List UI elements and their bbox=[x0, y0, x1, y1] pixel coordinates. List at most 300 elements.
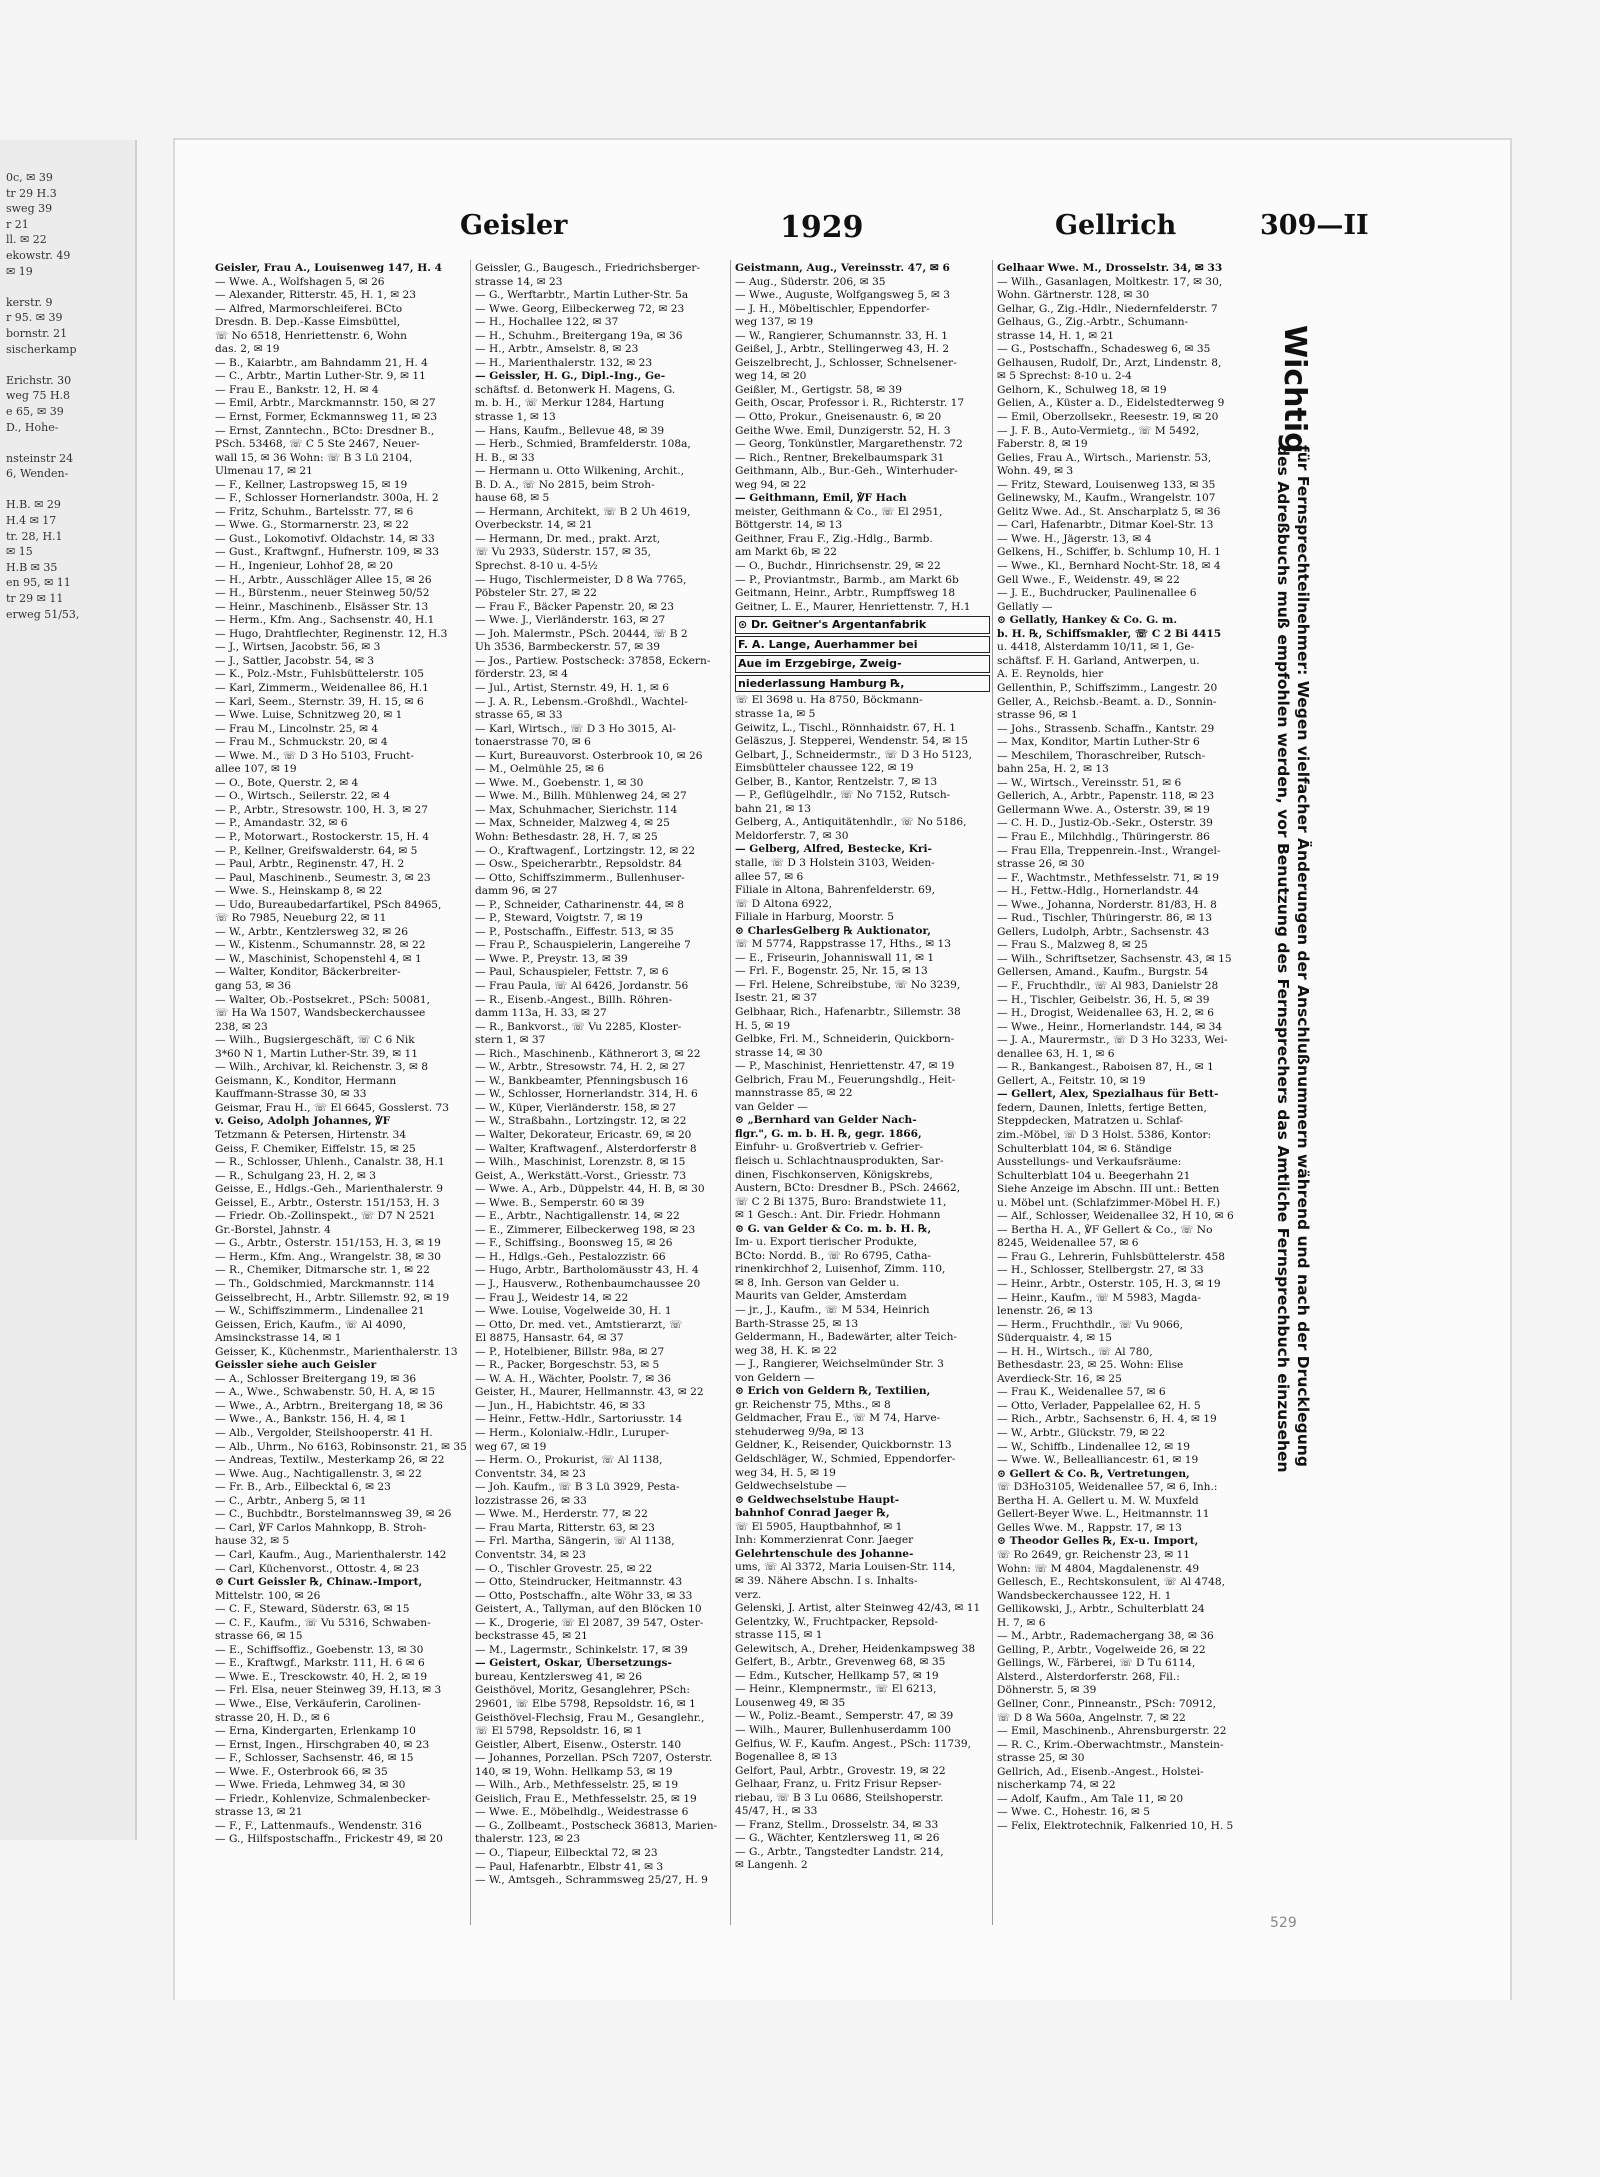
directory-entry: — Heinr., Kaufm., ☏ M 5983, Magda- bbox=[997, 1291, 1201, 1304]
directory-entry: — Carl, Kaufm., Aug., Marienthalerstr. 142 bbox=[215, 1548, 447, 1561]
directory-entry: riebau, ☏ B 3 Lu 0686, Steilshoperstr. bbox=[735, 1791, 944, 1804]
directory-entry: — W., Rangierer, Schumannstr. 33, H. 1 bbox=[735, 329, 948, 342]
directory-entry: — J., Wirtsen, Jacobstr. 56, ✉ 3 bbox=[215, 641, 381, 654]
directory-entry: — J. F. B., Auto-Vermietg., ☏ M 5492, bbox=[997, 424, 1200, 437]
directory-column-2 bbox=[475, 262, 730, 1932]
directory-entry: — Wwe. W., Bellealliancestr. 61, ✉ 19 bbox=[997, 1454, 1199, 1467]
directory-entry: — Fritz, Schuhm., Bartelsstr. 77, ✉ 6 bbox=[215, 505, 414, 518]
directory-entry: Wohn: ☏ M 4804, Magdalenenstr. 49 bbox=[997, 1562, 1200, 1575]
directory-entry: — Frau Marta, Ritterstr. 63, ✉ 23 bbox=[475, 1521, 655, 1534]
directory-entry: — Paul, Schauspieler, Fettstr. 7, ✉ 6 bbox=[475, 966, 669, 979]
directory-entry: ☏ Ro 7985, Neueburg 22, ✉ 11 bbox=[215, 912, 387, 925]
directory-entry: meister, Geithmann & Co., ☏ El 2951, bbox=[735, 505, 943, 518]
directory-entry: Gellermann Wwe. A., Osterstr. 39, ✉ 19 bbox=[997, 803, 1210, 816]
directory-entry: Lousenweg 49, ✉ 35 bbox=[735, 1696, 846, 1709]
directory-entry: strasse 96, ✉ 1 bbox=[997, 709, 1078, 722]
directory-entry: Einfuhr- u. Großvertrieb v. Gefrier- bbox=[735, 1141, 923, 1154]
directory-entry: van Gelder — bbox=[735, 1100, 808, 1113]
directory-entry: Conventstr. 34, ✉ 23 bbox=[475, 1548, 586, 1561]
directory-entry: — Hans, Kaufm., Bellevue 48, ✉ 39 bbox=[475, 424, 665, 437]
directory-entry: — H. H., Wirtsch., ☏ Al 780, bbox=[997, 1345, 1153, 1358]
directory-entry: — H., Drogist, Weidenallee 63, H. 2, ✉ 6 bbox=[997, 1007, 1215, 1020]
directory-entry: — Max, Schuhmacher, Sierichstr. 114 bbox=[475, 803, 678, 816]
directory-entry: Gelfius, W. F., Kaufm. Angest., PSch: 11739, bbox=[735, 1737, 971, 1750]
directory-entry: — Alb., Uhrm., No 6163, Robinsonstr. 21, ✉ 35 bbox=[215, 1440, 467, 1453]
directory-entry: — W., Amtsgeh., Schrammsweg 25/27, H. 9 bbox=[475, 1874, 708, 1887]
directory-entry: — Wwe., A., Bankstr. 156, H. 4, ✉ 1 bbox=[215, 1413, 407, 1426]
fragment-line: 6, Wenden- bbox=[6, 467, 69, 481]
directory-entry: — C. F., Kaufm., ☏ Vu 5316, Schwaben- bbox=[215, 1616, 431, 1629]
directory-entry: — H., Marienthalerstr. 132, ✉ 23 bbox=[475, 356, 653, 369]
directory-entry: bureau, Kentzlersweg 41, ✉ 26 bbox=[475, 1670, 642, 1683]
directory-entry: — Wilh., Maurer, Bullenhuserdamm 100 bbox=[735, 1723, 951, 1736]
directory-entry: — Karl, Zimmerm., Weidenallee 86, H.1 bbox=[215, 681, 429, 694]
directory-entry: — Rich., Maschinenb., Käthnerort 3, ✉ 22 bbox=[475, 1047, 701, 1060]
directory-entry: Geisthövel-Flechsig, Frau M., Gesanglehr., bbox=[475, 1711, 705, 1724]
notice-line-1: für Fernsprechteilnehmer: Wegen vielfacher Änderungen der Anschlußnummern während und nach der Drucklegung bbox=[1294, 445, 1312, 1467]
directory-entry: — Adolf, Kaufm., Am Tale 11, ✉ 20 bbox=[997, 1792, 1184, 1805]
directory-entry: — G., Arbtr., Tangstedter Landstr. 214, bbox=[735, 1845, 944, 1858]
directory-entry: das. 2, ✉ 19 bbox=[215, 343, 280, 356]
directory-entry: ☏ El 3698 u. Ha 8750, Böckmann- bbox=[735, 694, 923, 707]
directory-entry: Eimsbütteler chaussee 122, ✉ 19 bbox=[735, 762, 914, 775]
directory-entry: — Joh. Malermstr., PSch. 20444, ☏ B 2 bbox=[475, 627, 688, 640]
directory-entry: Geismar, Frau H., ☏ El 6645, Gosslerst. 73 bbox=[215, 1101, 449, 1114]
directory-entry: ⊙ Erich von Geldern ℞, Textilien, bbox=[735, 1385, 931, 1398]
directory-entry: — Otto, Dr. med. vet., Amtstierarzt, ☏ bbox=[475, 1318, 683, 1331]
directory-entry: schäftsf. d. Betonwerk H. Magens, G. bbox=[475, 383, 676, 396]
directory-entry: ☏ D Altona 6922, bbox=[735, 897, 832, 910]
directory-entry: — Wilh., Arb., Methfesselstr. 25, ✉ 19 bbox=[475, 1779, 679, 1792]
directory-entry: — Karl, Seem., Sternstr. 39, H. 15, ✉ 6 bbox=[215, 695, 424, 708]
directory-entry: m. b. H., ☏ Merkur 1284, Hartung bbox=[475, 397, 665, 410]
directory-entry: — Hermann, Architekt, ☏ B 2 Uh 4619, bbox=[475, 505, 691, 518]
directory-entry: — Wwe., Johanna, Norderstr. 81/83, H. 8 bbox=[997, 898, 1217, 911]
directory-entry: — Wwe. M., Herderstr. 77, ✉ 22 bbox=[475, 1508, 648, 1521]
directory-entry: — W., Poliz.-Beamt., Semperstr. 47, ✉ 39 bbox=[735, 1710, 954, 1723]
directory-entry: — Joh. Kaufm., ☏ B 3 Lü 3929, Pesta- bbox=[475, 1481, 680, 1494]
directory-entry: Geldner, K., Reisender, Quickbornstr. 13 bbox=[735, 1439, 952, 1452]
directory-entry: ☏ No 6518, Henriettenstr. 6, Wohn bbox=[215, 329, 407, 342]
directory-entry: Geller, A., Reichsb.-Beamt. a. D., Sonnin- bbox=[997, 695, 1217, 708]
directory-entry: Geithe Wwe. Emil, Dunzigerstr. 52, H. 3 bbox=[735, 424, 951, 437]
directory-entry: rinenkirchhof 2, Luisenhof, Zimm. 110, bbox=[735, 1263, 946, 1276]
directory-entry: lozzistrasse 26, ✉ 33 bbox=[475, 1494, 587, 1507]
directory-entry: — Carl, ℣F Carlos Mahnkopp, B. Stroh- bbox=[215, 1521, 427, 1534]
directory-entry: allee 57, ✉ 6 bbox=[735, 870, 804, 883]
directory-entry: Mittelstr. 100, ✉ 26 bbox=[215, 1589, 321, 1602]
directory-entry: 140, ✉ 19, Wohn. Hellkamp 53, ✉ 19 bbox=[475, 1765, 673, 1778]
directory-entry: — G., Wächter, Kentzlersweg 11, ✉ 26 bbox=[735, 1832, 940, 1845]
directory-entry: — C., Buchbdtr., Borstelmannsweg 39, ✉ 26 bbox=[215, 1508, 452, 1521]
directory-entry: — H., Ingenieur, Lohhof 28, ✉ 20 bbox=[215, 560, 393, 573]
directory-entry: Im- u. Export tierischer Produkte, bbox=[735, 1236, 918, 1249]
directory-entry: 3*60 N 1, Martin Luther-Str. 39, ✉ 11 bbox=[215, 1047, 418, 1060]
directory-entry: — P., Kellner, Greifswalderstr. 64, ✉ 5 bbox=[215, 844, 418, 857]
directory-entry: El 8875, Hansastr. 64, ✉ 37 bbox=[475, 1332, 624, 1345]
directory-entry: strasse 14, ✉ 30 bbox=[735, 1046, 823, 1059]
directory-entry: — O., Tiapeur, Eilbecktal 72, ✉ 23 bbox=[475, 1846, 658, 1859]
directory-entry: Gelber, B., Kantor, Rentzelstr. 7, ✉ 13 bbox=[735, 775, 938, 788]
directory-entry: — C. F., Steward, Süderstr. 63, ✉ 15 bbox=[215, 1603, 410, 1616]
directory-entry: — Wwe. G., Stormarnerstr. 23, ✉ 22 bbox=[215, 519, 409, 532]
column-divider bbox=[470, 260, 471, 1925]
directory-entry: Gelbke, Frl. M., Schneiderin, Quickborn- bbox=[735, 1033, 955, 1046]
directory-entry: ⊙ Gellatly, Hankey & Co. G. m. bbox=[997, 614, 1178, 627]
directory-entry: — Wwe., A., Arbtrn., Breitergang 18, ✉ 36 bbox=[215, 1399, 443, 1412]
directory-entry: beckstrasse 45, ✉ 21 bbox=[475, 1630, 588, 1643]
directory-entry: — Rich., Rentner, Brekelbaumspark 31 bbox=[735, 451, 945, 464]
directory-entry: — C., Arbtr., Martin Luther-Str. 9, ✉ 11 bbox=[215, 370, 426, 383]
directory-entry: Gellersen, Amand., Kaufm., Burgstr. 54 bbox=[997, 966, 1209, 979]
directory-entry: — Walter, Ob.-Postsekret., PSch: 50081, bbox=[215, 993, 430, 1006]
directory-entry: weg 67, ✉ 19 bbox=[475, 1440, 547, 1453]
directory-entry: — P., Schneider, Catharinenstr. 44, ✉ 8 bbox=[475, 898, 684, 911]
directory-entry: — Bertha H. A., ℣F Gellert & Co., ☏ No bbox=[997, 1223, 1213, 1236]
directory-entry: — Friedr., Kohlenvize, Schmalenbecker- bbox=[215, 1792, 431, 1805]
directory-entry: — W., Arbtr., Glückstr. 79, ✉ 22 bbox=[997, 1427, 1166, 1440]
fragment-line: sischerkamp bbox=[6, 342, 77, 356]
directory-entry: — H., Fettw.-Hdlg., Hornerlandstr. 44 bbox=[997, 885, 1199, 898]
directory-column-3 bbox=[735, 262, 990, 1932]
directory-entry: — Jos., Partiew. Postscheck: 37858, Eckern- bbox=[475, 654, 711, 667]
column-divider bbox=[730, 260, 731, 1925]
directory-entry: hause 32, ✉ 5 bbox=[215, 1535, 290, 1548]
directory-entry: von Geldern — bbox=[735, 1371, 815, 1384]
directory-entry: Geldwechselstube — bbox=[735, 1480, 847, 1493]
directory-entry: Geisser, K., Küchenmstr., Marienthalerstr. 13 bbox=[215, 1345, 458, 1358]
directory-entry: u. Möbel unt. (Schlafzimmer-Möbel H. F.) bbox=[997, 1196, 1221, 1209]
directory-entry: — Herm. O., Prokurist, ☏ Al 1138, bbox=[475, 1454, 663, 1467]
directory-entry: tonaerstrasse 70, ✉ 6 bbox=[475, 736, 591, 749]
directory-entry: — Frau E., Bankstr. 12, H. ✉ 4 bbox=[215, 383, 379, 396]
directory-entry: — Th., Goldschmied, Marckmannstr. 114 bbox=[215, 1278, 435, 1291]
scan-background bbox=[0, 2000, 1600, 2177]
directory-entry: ☏ D 8 Wa 560a, Angelnstr. 7, ✉ 22 bbox=[997, 1711, 1186, 1724]
directory-entry: Geitner, L. E., Maurer, Henriettenstr. 7, H.1 bbox=[735, 600, 971, 613]
directory-entry: — Wwe. A., Arb., Düppelstr. 44, H. B, ✉ 30 bbox=[475, 1183, 705, 1196]
directory-entry: gang 53, ✉ 36 bbox=[215, 979, 292, 992]
directory-entry: Gellikowski, J., Arbtr., Schulterblatt 24 bbox=[997, 1603, 1205, 1616]
directory-entry: — Wwe. E., Tresckowstr. 40, H. 2, ✉ 19 bbox=[215, 1670, 428, 1683]
directory-entry: Inh: Kommerzienrat Conr. Jaeger bbox=[735, 1534, 914, 1547]
running-head bbox=[175, 210, 1510, 250]
directory-entry: Gelinewsky, M., Kaufm., Wrangelstr. 107 bbox=[997, 492, 1216, 505]
directory-entry: — H., Arbtr., Amselstr. 8, ✉ 23 bbox=[475, 343, 639, 356]
directory-entry: strasse 20, H. D., ✉ 6 bbox=[215, 1711, 330, 1724]
directory-entry: damm 113a, H. 33, ✉ 27 bbox=[475, 1007, 607, 1020]
directory-entry: Gellner, Conr., Pinneanstr., PSch: 70912, bbox=[997, 1697, 1216, 1710]
header-right-name: Gellrich bbox=[1055, 210, 1177, 241]
notice-title: Wichtig bbox=[1277, 325, 1312, 454]
directory-entry: A. E. Reynolds, hier bbox=[997, 668, 1104, 681]
directory-entry: — M., Lagermstr., Schinkelstr. 17, ✉ 39 bbox=[475, 1643, 688, 1656]
directory-entry: — P., Proviantmstr., Barmb., am Markt 6b bbox=[735, 573, 959, 586]
directory-entry: federn, Daunen, Inletts, fertige Betten, bbox=[997, 1101, 1207, 1114]
directory-entry: F. A. Lange, Auerhammer bei bbox=[735, 636, 990, 654]
directory-entry: strasse 25, ✉ 30 bbox=[997, 1752, 1085, 1765]
directory-entry: Gelfert, B., Arbtr., Grevenweg 68, ✉ 35 bbox=[735, 1656, 946, 1669]
directory-entry: Gelhar, G., Zig.-Hdlr., Niedernfelderstr. 7 bbox=[997, 302, 1218, 315]
directory-entry: Geissel, E., Arbtr., Osterstr. 151/153, H. 3 bbox=[215, 1196, 440, 1209]
directory-entry: — Emil, Maschinenb., Ahrensburgerstr. 22 bbox=[997, 1725, 1227, 1738]
directory-entry: — W., Straßbahn., Lortzingstr. 12, ✉ 22 bbox=[475, 1115, 687, 1128]
directory-entry: Gelling, P., Arbtr., Vogelweide 26, ✉ 22 bbox=[997, 1643, 1206, 1656]
directory-entry: — Frau Paula, ☏ Al 6426, Jordanstr. 56 bbox=[475, 979, 689, 992]
directory-entry: — Herm., Kolonialw.-Hdlr., Luruper- bbox=[475, 1427, 669, 1440]
directory-entry: strasse 65, ✉ 33 bbox=[475, 709, 563, 722]
directory-entry: Geitmann, Heinr., Arbtr., Rumpffsweg 18 bbox=[735, 587, 956, 600]
directory-entry: H. 7, ✉ 6 bbox=[997, 1616, 1046, 1629]
directory-entry: Gellert, A., Feitstr. 10, ✉ 19 bbox=[997, 1074, 1146, 1087]
directory-entry: — Frl. Helene, Schreibstube, ☏ No 3239, bbox=[735, 978, 961, 991]
directory-entry: — Ernst, Ingen., Hirschgraben 40, ✉ 23 bbox=[215, 1738, 430, 1751]
directory-entry: — Wwe., Heinr., Hornerlandstr. 144, ✉ 34 bbox=[997, 1020, 1223, 1033]
directory-entry: ⊙ CharlesGelberg ℞ Auktionator, bbox=[735, 924, 931, 937]
directory-entry: — Wilh., Gasanlagen, Moltkestr. 17, ✉ 30, bbox=[997, 275, 1223, 288]
fragment-line: D., Hohe- bbox=[6, 420, 59, 434]
directory-entry: — Frau J., Weidestr 14, ✉ 22 bbox=[475, 1291, 629, 1304]
directory-entry: — Wwe., Else, Verkäuferin, Carolinen- bbox=[215, 1697, 421, 1710]
fragment-line: kerstr. 9 bbox=[6, 295, 53, 309]
directory-entry: — Hugo, Tischlermeister, D 8 Wa 7765, bbox=[475, 573, 687, 586]
directory-entry: — G., Postschaffn., Schadesweg 6, ✉ 35 bbox=[997, 343, 1211, 356]
directory-entry: — P., Geflügelhdlr., ☏ No 7152, Rutsch- bbox=[735, 789, 951, 802]
directory-column-4 bbox=[997, 262, 1242, 1932]
directory-entry: Gelenski, J. Artist, alter Steinweg 42/43, ✉ 11 bbox=[735, 1602, 981, 1615]
fragment-line: e 65, ✉ 39 bbox=[6, 404, 64, 418]
directory-entry: ☏ C 2 Bi 1375, Buro: Brandstwiete 11, bbox=[735, 1195, 947, 1208]
directory-entry: weg 137, ✉ 19 bbox=[735, 316, 814, 329]
directory-entry: Conventstr. 34, ✉ 23 bbox=[475, 1467, 586, 1480]
directory-entry: — F., Schlosser, Sachsenstr. 46, ✉ 15 bbox=[215, 1752, 414, 1765]
directory-entry: ⊙ Geldwechselstube Haupt- bbox=[735, 1493, 900, 1506]
directory-entry: — Rud., Tischler, Thüringerstr. 86, ✉ 13 bbox=[997, 912, 1212, 925]
directory-entry: — Walter, Dekorateur, Ericastr. 69, ✉ 20 bbox=[475, 1129, 692, 1141]
fragment-line: Erichstr. 30 bbox=[6, 373, 72, 387]
directory-entry: Geislich, Frau E., Methfesselstr. 25, ✉ 19 bbox=[475, 1792, 697, 1805]
directory-entry: — F., Schlosser Hornerlandstr. 300a, H. 2 bbox=[215, 492, 439, 505]
directory-entry: — J. E., Buchdrucker, Paulinenallee 6 bbox=[997, 587, 1197, 600]
directory-entry: Schulterblatt 104 u. Beegerhahn 21 bbox=[997, 1169, 1191, 1182]
directory-entry: — Wwe. J., Vierländerstr. 163, ✉ 27 bbox=[475, 614, 666, 627]
directory-entry: PSch. 53468, ☏ C 5 Ste 2467, Neuer- bbox=[215, 438, 420, 451]
directory-entry: ✉ 8, Inh. Gerson van Gelder u. bbox=[735, 1276, 900, 1289]
directory-entry: Filiale in Harburg, Moorstr. 5 bbox=[735, 911, 894, 924]
directory-entry: Austern, BCto: Dresdner B., PSch. 24662, bbox=[735, 1182, 961, 1195]
directory-entry: H. 5, ✉ 19 bbox=[735, 1019, 791, 1032]
directory-entry: — Wwe. F., Osterbrook 66, ✉ 35 bbox=[215, 1765, 388, 1778]
directory-entry: allee 107, ✉ 19 bbox=[215, 763, 297, 776]
fragment-line: tr 29 H.3 bbox=[6, 186, 57, 200]
directory-entry: — P., Arbtr., Stresowstr. 100, H. 3, ✉ 27 bbox=[215, 803, 428, 816]
header-page-number: 309—II bbox=[1260, 210, 1369, 241]
directory-entry: — Frau E., Milchhdlg., Thüringerstr. 86 bbox=[997, 830, 1210, 843]
directory-entry: ☏ Ro 2649, gr. Reichenstr 23, ✉ 11 bbox=[997, 1548, 1190, 1561]
fragment-line: ✉ 19 bbox=[6, 264, 33, 278]
directory-entry: — R., Packer, Borgeschstr. 53, ✉ 5 bbox=[475, 1359, 660, 1372]
fragment-line: H.4 ✉ 17 bbox=[6, 514, 57, 528]
directory-entry: Gell Wwe., F., Weidenstr. 49, ✉ 22 bbox=[997, 573, 1180, 586]
directory-entry: Gellrich, Ad., Eisenb.-Angest., Holstei- bbox=[997, 1765, 1204, 1778]
directory-entry: — Erna, Kindergarten, Erlenkamp 10 bbox=[215, 1725, 416, 1738]
directory-entry: — Jun., H., Habichtstr. 46, ✉ 33 bbox=[475, 1399, 646, 1412]
directory-entry: Geisler, Frau A., Louisenweg 147, H. 4 bbox=[215, 262, 443, 274]
directory-entry: — Otto, Schiffszimmerm., Bullenhuser- bbox=[475, 871, 685, 884]
directory-entry: — F., F., Lattenmaufs., Wendenstr. 316 bbox=[215, 1819, 422, 1832]
directory-entry: — Hermann u. Otto Wilkening, Archit., bbox=[475, 465, 684, 478]
directory-entry: Geldschläger, W., Schmied, Eppendorfer- bbox=[735, 1453, 956, 1466]
directory-entry: ⊙ G. van Gelder & Co. m. b. H. ℞, bbox=[735, 1222, 932, 1235]
directory-entry: Geister, H., Maurer, Hellmannstr. 43, ✉ 22 bbox=[475, 1386, 704, 1399]
directory-entry: damm 96, ✉ 27 bbox=[475, 885, 558, 898]
adjacent-page-text bbox=[0, 140, 135, 622]
directory-entry: Gelbhaar, Rich., Hafenarbtr., Sillemstr. 38 bbox=[735, 1005, 961, 1018]
directory-entry: ✉ 39. Nähere Abschn. I s. Inhalts- bbox=[735, 1574, 918, 1587]
fragment-line: sweg 39 bbox=[6, 202, 53, 216]
directory-entry: — Meschilem, Thoraschreiber, Rutsch- bbox=[997, 749, 1206, 762]
directory-entry: 45/47, H., ✉ 33 bbox=[735, 1805, 818, 1818]
directory-entry: — R. C., Krim.-Oberwachtmstr., Manstein- bbox=[997, 1738, 1224, 1751]
directory-entry: — Carl, Hafenarbtr., Ditmar Koel-Str. 13 bbox=[997, 519, 1214, 532]
directory-entry: verz. bbox=[735, 1588, 762, 1601]
directory-entry: — Emil, Oberzollsekr., Reesestr. 19, ✉ 20 bbox=[997, 411, 1219, 424]
directory-entry: — Felix, Elektrotechnik, Falkenried 10, H. 5 bbox=[997, 1819, 1234, 1832]
directory-entry: Geissen, Erich, Kaufm., ☏ Al 4090, bbox=[215, 1318, 406, 1331]
directory-entry: — Karl, Wirtsch., ☏ D 3 Ho 3015, Al- bbox=[475, 722, 676, 735]
directory-entry: — Wwe. A., Wolfshagen 5, ✉ 26 bbox=[215, 275, 385, 288]
directory-entry: — Gelberg, Alfred, Bestecke, Kri- bbox=[735, 843, 932, 856]
directory-entry: — R., Schulgang 23, H. 2, ✉ 3 bbox=[215, 1169, 376, 1182]
directory-entry: — Frau P., Schauspielerin, Langereihe 7 bbox=[475, 939, 691, 952]
directory-entry: — Ernst, Zanntechn., BCto: Dresdner B., bbox=[215, 424, 435, 437]
directory-entry: — H., Arbtr., Ausschläger Allee 15, ✉ 26 bbox=[215, 573, 432, 586]
directory-entry: — Wwe. B., Semperstr. 60 ✉ 39 bbox=[475, 1196, 645, 1209]
directory-entry: — G., Zollbeamt., Postscheck 36813, Marien- bbox=[475, 1819, 718, 1832]
directory-entry: b. H. ℞, Schiffsmakler, ☏ C 2 Bi 4415 bbox=[997, 627, 1222, 640]
directory-entry: — Herm., Fruchthdlr., ☏ Vu 9066, bbox=[997, 1318, 1184, 1331]
directory-entry: — E., Schiffsoffiz., Goebenstr. 13, ✉ 30 bbox=[215, 1643, 424, 1656]
directory-entry: gr. Reichenstr 75, Mths., ✉ 8 bbox=[735, 1398, 891, 1411]
directory-entry: — Gust., Lokomotivf. Oldachstr. 14, ✉ 33 bbox=[215, 532, 435, 545]
fragment-line bbox=[6, 482, 131, 498]
directory-entry: — Kurt, Bureauvorst. Osterbrook 10, ✉ 26 bbox=[475, 749, 703, 762]
header-year: 1929 bbox=[780, 210, 864, 245]
directory-entry: weg 94, ✉ 22 bbox=[735, 478, 807, 491]
directory-entry: Geläszus, J. Stepperei, Wendenstr. 54, ✉ 15 bbox=[735, 735, 968, 748]
directory-entry: — Frau M., Schmuckstr. 20, ✉ 4 bbox=[215, 736, 388, 749]
directory-entry: Gelles Wwe. M., Rappstr. 17, ✉ 13 bbox=[997, 1521, 1182, 1534]
directory-entry: Overbeckstr. 14, ✉ 21 bbox=[475, 519, 593, 532]
directory-entry: — Wwe. Georg, Eilbeckerweg 72, ✉ 23 bbox=[475, 302, 685, 315]
column-divider bbox=[992, 260, 993, 1925]
directory-entry: strasse 26, ✉ 30 bbox=[997, 858, 1085, 871]
directory-entry: 8245, Weidenallee 57, ✉ 6 bbox=[997, 1237, 1139, 1250]
directory-entry: — H., Tischler, Geibelstr. 36, H. 5, ✉ 39 bbox=[997, 993, 1210, 1006]
directory-entry: Gelhorn, K., Schulweg 18, ✉ 19 bbox=[997, 383, 1167, 396]
directory-entry: Geismann, K., Konditor, Hermann bbox=[215, 1074, 397, 1087]
directory-entry: schäftsf. F. H. Garland, Antwerpen, u. bbox=[997, 654, 1200, 667]
directory-entry: — Gust., Kraftwgnf., Hufnerstr. 109, ✉ 33 bbox=[215, 546, 439, 559]
fragment-line: ✉ 15 bbox=[6, 545, 33, 559]
directory-entry: — W., Küper, Vierländerstr. 158, ✉ 27 bbox=[475, 1101, 677, 1114]
directory-entry: Geith, Oscar, Professor i. R., Richterstr. 17 bbox=[735, 397, 965, 410]
directory-entry: — R., Bankvorst., ☏ Vu 2285, Kloster- bbox=[475, 1020, 682, 1033]
directory-entry: ✉ 1 Gesch.: Ant. Dir. Friedr. Hohmann bbox=[735, 1209, 941, 1222]
directory-entry: v. Geiso, Adolph Johannes, ℣F bbox=[215, 1115, 391, 1128]
directory-entry: — Frau K., Weidenallee 57, ✉ 6 bbox=[997, 1386, 1166, 1399]
directory-entry: — Otto, Verlader, Pappelallee 62, H. 5 bbox=[997, 1399, 1201, 1412]
fragment-line: r 95. ✉ 39 bbox=[6, 311, 63, 325]
fragment-line: tr. 28, H.1 bbox=[6, 529, 63, 543]
directory-entry: ⊙ „Bernhard van Gelder Nach- bbox=[735, 1114, 917, 1127]
directory-entry: — Frau S., Malzweg 8, ✉ 25 bbox=[997, 939, 1148, 952]
directory-entry: weg 38, H. K. ✉ 22 bbox=[735, 1344, 838, 1357]
directory-entry: ☏ Ha Wa 1507, Wandsbeckerchaussee bbox=[215, 1007, 426, 1020]
directory-entry: B. D. A., ☏ No 2815, beim Stroh- bbox=[475, 478, 655, 491]
directory-entry: — Hugo, Drahtflechter, Reginenstr. 12, H.3 bbox=[215, 627, 448, 640]
directory-entry: Faberstr. 8, ✉ 19 bbox=[997, 438, 1088, 451]
directory-entry: Maurits van Gelder, Amsterdam bbox=[735, 1290, 907, 1303]
directory-entry: Geisse, E., Hdlgs.-Geh., Marienthalerstr. 9 bbox=[215, 1183, 443, 1196]
directory-entry: Filiale in Altona, Bahrenfelderstr. 69, bbox=[735, 884, 935, 897]
directory-entry: Geiwitz, L., Tischl., Rönnhaidstr. 67, H. 1 bbox=[735, 721, 956, 734]
directory-entry: — F., Schiffsing., Boonsweg 15, ✉ 26 bbox=[475, 1237, 673, 1250]
directory-entry: Gelien, A., Küster a. D., Eidelstedterweg 9 bbox=[997, 397, 1225, 410]
directory-entry: Ulmenau 17, ✉ 21 bbox=[215, 465, 313, 478]
directory-entry: Geisselbrecht, H., Arbtr. Sillemstr. 92, ✉ 19 bbox=[215, 1291, 450, 1304]
directory-entry: Gelewitsch, A., Dreher, Heidenkampsweg 38 bbox=[735, 1642, 976, 1655]
directory-entry: Geissler siehe auch Geisler bbox=[215, 1359, 377, 1372]
directory-column-1 bbox=[215, 262, 470, 1932]
directory-entry: — Wwe. M., Billh. Mühlenweg 24, ✉ 27 bbox=[475, 790, 687, 803]
directory-entry: Gellers, Ludolph, Arbtr., Sachsenstr. 43 bbox=[997, 925, 1210, 938]
directory-entry: — Otto, Steindrucker, Heitmannstr. 43 bbox=[475, 1576, 683, 1589]
directory-entry: ☏ M 5774, Rappstrasse 17, Hths., ✉ 13 bbox=[735, 938, 952, 951]
fragment-line: H.B. ✉ 29 bbox=[6, 498, 61, 512]
directory-entry: — P., Motorwart., Rostockerstr. 15, H. 4 bbox=[215, 830, 430, 843]
directory-entry: Aue im Erzgebirge, Zweig- bbox=[735, 655, 990, 673]
directory-entry: — Wwe. M., Goebenstr. 1, ✉ 30 bbox=[475, 776, 644, 789]
directory-entry: Gellesch, E., Rechtskonsulent, ☏ Al 4748, bbox=[997, 1576, 1225, 1589]
directory-entry: — G., Hilfspostschaffn., Frickestr 49, ✉ 20 bbox=[215, 1833, 443, 1846]
directory-entry: — P., Postschaffn., Eiffestr. 513, ✉ 35 bbox=[475, 925, 674, 938]
fragment-line: bornstr. 21 bbox=[6, 326, 68, 340]
directory-entry: — C. H. D., Justiz-Ob.-Sekr., Osterstr. 39 bbox=[997, 817, 1213, 830]
directory-entry: — Geistert, Oskar, Übersetzungs- bbox=[475, 1657, 672, 1670]
directory-entry: — G., Arbtr., Osterstr. 151/153, H. 3, ✉ 19 bbox=[215, 1237, 441, 1250]
directory-entry: — W., Schiffszimmerm., Lindenallee 21 bbox=[215, 1305, 425, 1318]
directory-entry: Geistmann, Aug., Vereinsstr. 47, ✉ 6 bbox=[735, 262, 950, 274]
directory-entry: — R., Eisenb.-Angest., Billh. Röhren- bbox=[475, 993, 673, 1006]
directory-entry: — O., Wirtsch., Seilerstr. 22, ✉ 4 bbox=[215, 790, 390, 803]
directory-entry: — Gellert, Alex, Spezialhaus für Bett- bbox=[997, 1088, 1219, 1101]
directory-entry: — Wwe., Auguste, Wolfgangsweg 5, ✉ 3 bbox=[735, 289, 951, 302]
directory-entry: — W., Schiffb., Lindenallee 12, ✉ 19 bbox=[997, 1440, 1190, 1453]
directory-entry: dinen, Fischkonserven, Königskrebs, bbox=[735, 1168, 933, 1181]
directory-entry: Meldorferstr. 7, ✉ 30 bbox=[735, 829, 849, 842]
fragment-line: nsteinstr 24 bbox=[6, 451, 74, 465]
directory-entry: strasse 115, ✉ 1 bbox=[735, 1629, 823, 1642]
directory-entry: Dresdn. B. Dep.-Kasse Eimsbüttel, bbox=[215, 316, 401, 329]
directory-entry: — M., Arbtr., Rademachergang 38, ✉ 36 bbox=[997, 1630, 1214, 1643]
header-left-name: Geisler bbox=[460, 210, 568, 241]
directory-entry: strasse 14, H. 1, ✉ 21 bbox=[997, 329, 1114, 342]
directory-entry: Gelhaar, Franz, u. Fritz Frisur Repser- bbox=[735, 1778, 942, 1791]
directory-entry: — Walter, Kraftwagenf., Alsterdorferstr 8 bbox=[475, 1142, 697, 1155]
directory-entry: BCto: Nordd. B., ☏ Ro 6795, Catha- bbox=[735, 1249, 931, 1262]
directory-entry: — E., Zimmerer, Eilbeckerweg 198, ✉ 23 bbox=[475, 1223, 696, 1236]
